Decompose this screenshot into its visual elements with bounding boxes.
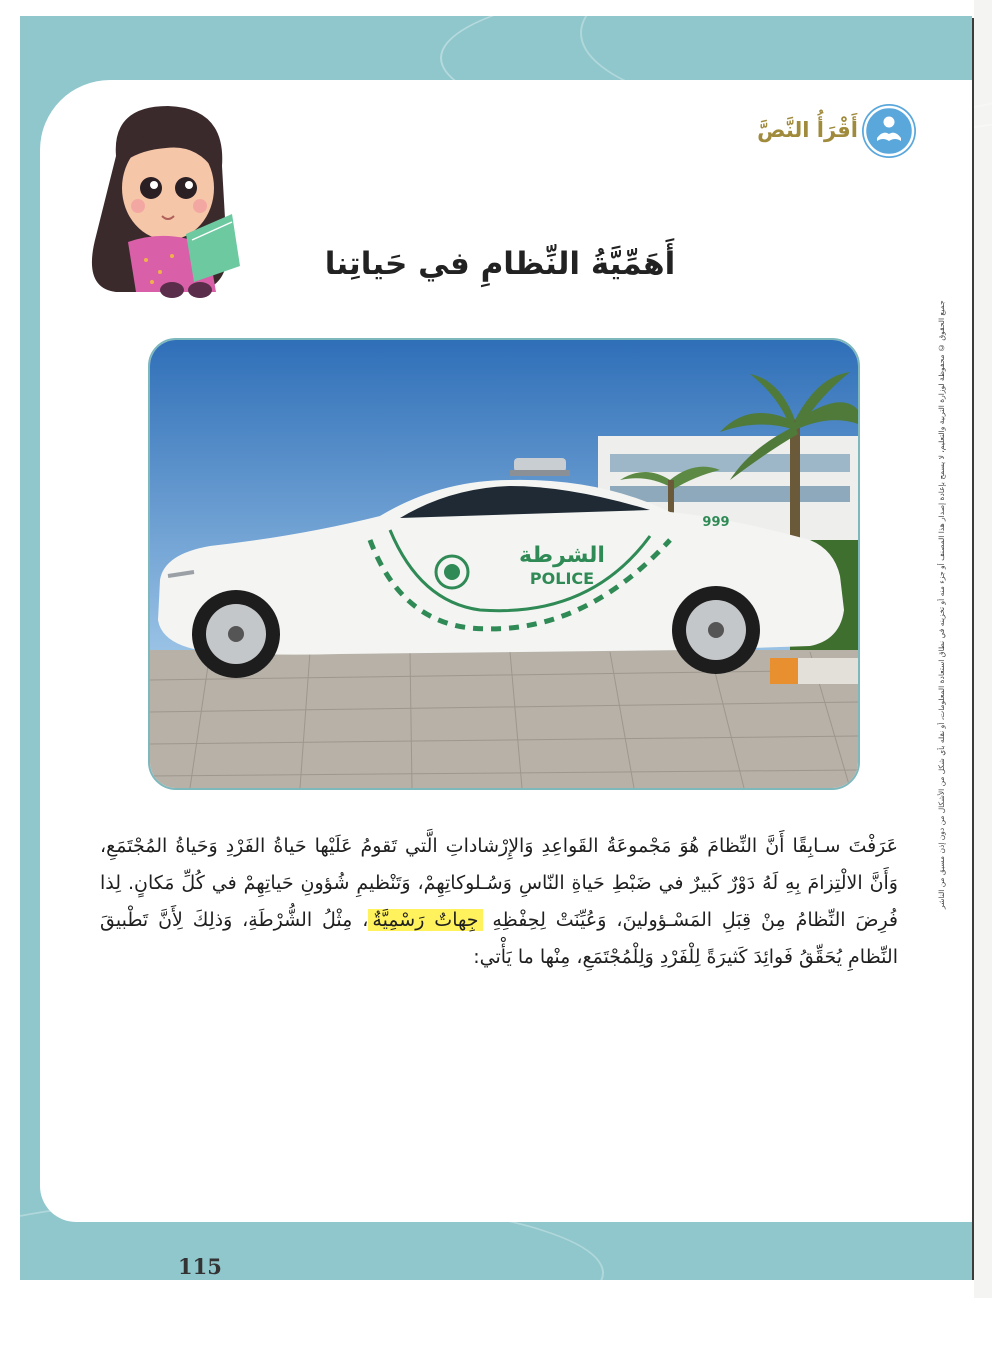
highlighted-term: جِهاتٌ رَسْمِيَّةٌ <box>368 909 482 931</box>
car-english-label: POLICE <box>529 569 595 588</box>
lesson-title: أَهَمِّيَّةُ النِّظامِ في حَياتِنا <box>324 246 676 282</box>
reading-person-icon <box>862 104 916 158</box>
lesson-paragraph <box>100 828 898 976</box>
scan-border <box>972 18 974 1280</box>
copyright-note: جميع الحقوق © محفوظة لوزارة التربية والتعليم، لا يسمح بإعادة إصدار هذا المصنف أو جزء منه أو تخزينه في نطاق استعادة المعلومات، أو نقله بأي شكل من الأشكال من دون إذن مسبق من الناشر <box>937 300 946 909</box>
scan-edge <box>974 0 992 1298</box>
paragraph-text-start: عَرَفْتَ سـابِقًا أَنَّ النِّظامَ هُوَ مَجْموعَةُ القَواعِدِ وَالإِرْشاداتِ الَّتي تَقومُ عَلَيْها حَياةُ الفَرْدِ وَحَياةُ المُجْتَمَعِ، وَأَنَّ الالْتِزامَ بِهِ لَهُ دَوْرٌ كَبيرٌ في ضَبْطِ حَياةِ النّاسِ وَسُـلوكاتِهِمْ، وَتَنْظيمِ شُؤونِ حَياتِهِمْ في كُلِّ مَكانٍ. لِذا فُرِضَ النِّظامُ مِنْ قِبَلِ المَسْـؤولينَ، وَعُيِّنَتْ لِحِفْظِهِ <box>100 835 899 931</box>
car-number: 999 <box>702 515 730 530</box>
page-number: 115 <box>178 1254 222 1279</box>
car-arabic-label: الشرطة <box>519 543 605 568</box>
girl-reading-illustration <box>76 96 256 306</box>
section-label: أَقْرَأُ النَّصَّ <box>757 118 858 142</box>
paragraph-text-end: ، مِثْلُ الشُّرْطَةِ، وَذلِكَ لِأَنَّ تَطْبيقَ النِّظامِ يُحَقِّقُ فَوائِدَ كَثيرَةً لِلْفَرْدِ وَلِلْمُجْتَمَعِ، مِنْها ما يَأْتي: <box>100 909 898 968</box>
police-car-photo <box>148 338 860 790</box>
